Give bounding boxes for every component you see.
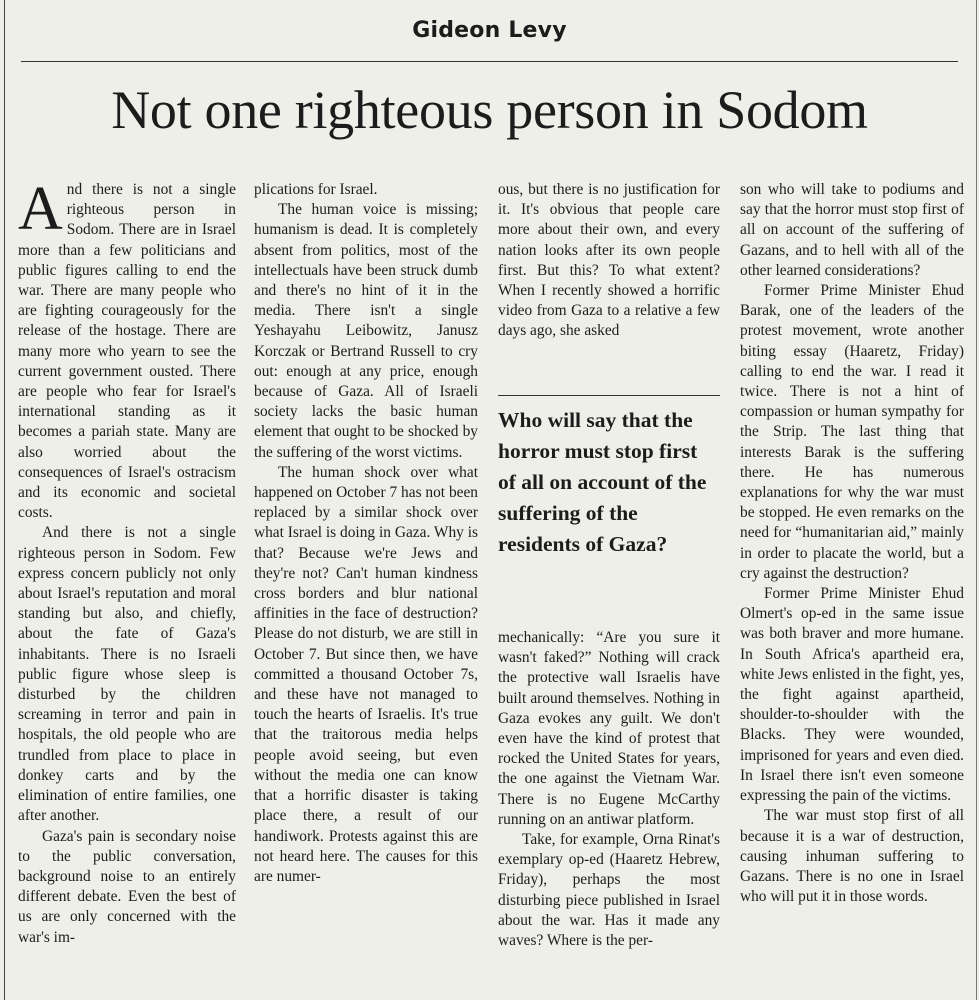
article-column-4 (740, 180, 964, 992)
byline-divider (21, 61, 958, 62)
article-paragraph: The war must stop first of all because it is a war of destruction, causing inhuman suffering to Gazans. There is no one in Israel who will put it in those words. (740, 807, 964, 906)
article-paragraph: mechanically: “Are you sure it wasn't faked?” Nothing will crack the protective wall Israelis have built around themselves. Nothing in Gaza evokes any guilt. We don't even have the kind of protest that rocked the United States for years, the one against the Vietnam War. There is no Eugene McCarthy running on an antiwar platform. (498, 629, 720, 828)
article-column-2 (254, 180, 478, 992)
column-3-top (498, 180, 720, 358)
left-border-rule (4, 0, 5, 1000)
right-border-rule (976, 0, 977, 1000)
article-paragraph: son who will take to podiums and say that the horror must stop first of all on account of the suffering of Gazans, and to hell with all of the other learned considerations? (740, 181, 964, 279)
author-byline: Gideon Levy (412, 18, 567, 43)
article-paragraph: The human voice is missing; humanism is dead. It is completely absent from politics, most of the intellectuals have been struck dumb and there's no hint of it in the media. There isn't a single Yeshayahu Leibowitz, Janusz Korczak or Bertrand Russell to cry out: enough at any price, enough because of Gaza. All of Israeli society lacks the basic human element that ought to be shocked by the suffering of the worst victims. (254, 201, 478, 461)
article-paragraph: ous, but there is no justification for it. It's obvious that people care more about their own, and every nation looks after its own people first. But this? To what extent? When I recently showed a horrific video from Gaza to a relative a few days ago, she asked (498, 181, 720, 340)
article-paragraph: Gaza's pain is secondary noise to the public conversation, background noise to an entirely different debate. Even the best of us are only concerned with the war's im- (18, 827, 236, 946)
article-paragraph: And there is not a single righteous person in Sodom. Few express concern publicly not only about Israel's reputation and moral standing but also, and chiefly, about the fate of Gaza's inhabitants. There is no Israeli public figure whose sleep is disturbed by the children screaming in terror and pain in hospitals, the old people who are trundled from place to place in donkey carts and by the elimination of entire families, one after another. (18, 524, 236, 825)
article-paragraph: Former Prime Minister Ehud Barak, one of the leaders of the protest movement, wrote another biting essay (Haaretz, Friday) calling to end the war. I read it twice. There is not a hint of compassion or human sympathy for the Strip. The last thing that interests Barak is the suffering there. He has numerous explanations for why the war must be stopped. He even remarks on the need for “humanitarian aid,” mainly in order to placate the world, but a cry against the destruction? (740, 282, 964, 582)
column-3-bottom (498, 628, 720, 992)
paragraph-text: nd there is not a single righteous person in Sodom. There are in Israel more than a few politicians and public figures calling to end the war. There are many people who are fighting courageously for the release of the hostage. There are many more who yearn to see the current government ousted. There are people who fear for Israel's international standing as it becomes a pariah state. Many are also worried about the consequences of Israel's ostracism and its economic and societal costs. (18, 181, 236, 522)
article-paragraph: The human shock over what happened on October 7 has not been replaced by a similar shock over what Israel is doing in Gaza. Why is that? Because we're Jews and they're not? Can't human kindness cross borders and blur national affinities in the face of destruction? Please do not disturb, we are still in October 7. But since then, we have committed a thousand October 7s, and these have not managed to touch the hearts of Israelis. It's true that the traitorous media helps people avoid seeing, but even without the media one can know that a horrific disaster is taking place there, a result of our handiwork. Protests against this are not heard here. The causes for this are numer- (254, 463, 478, 885)
article-column-1 (18, 175, 236, 992)
article-paragraph: Take, for example, Orna Rinat's exemplary op-ed (Haaretz Hebrew, Friday), perhaps the most disturbing piece published in Israel about the war. Has it made any waves? Where is the per- (498, 831, 720, 950)
pullquote-divider (498, 395, 720, 396)
article-paragraph (18, 175, 236, 523)
article-paragraph: Former Prime Minister Ehud Olmert's op-ed in the same issue was both braver and more humane. In South Africa's apartheid era, white Jews enlisted in the fight, yes, the fight against apartheid, shoulder-to-shoulder with the Blacks. They were wounded, imprisoned for years and even died. In Israel there isn't even someone expressing the pain of the victims. (740, 585, 964, 805)
article-paragraph: plications for Israel. (254, 181, 378, 198)
drop-cap: A (18, 175, 63, 243)
pull-quote: Who will say that the horror must stop first of all on account of the suffering of the residents of Gaza? (498, 408, 707, 556)
article-headline: Not one righteous person in Sodom (111, 80, 868, 140)
